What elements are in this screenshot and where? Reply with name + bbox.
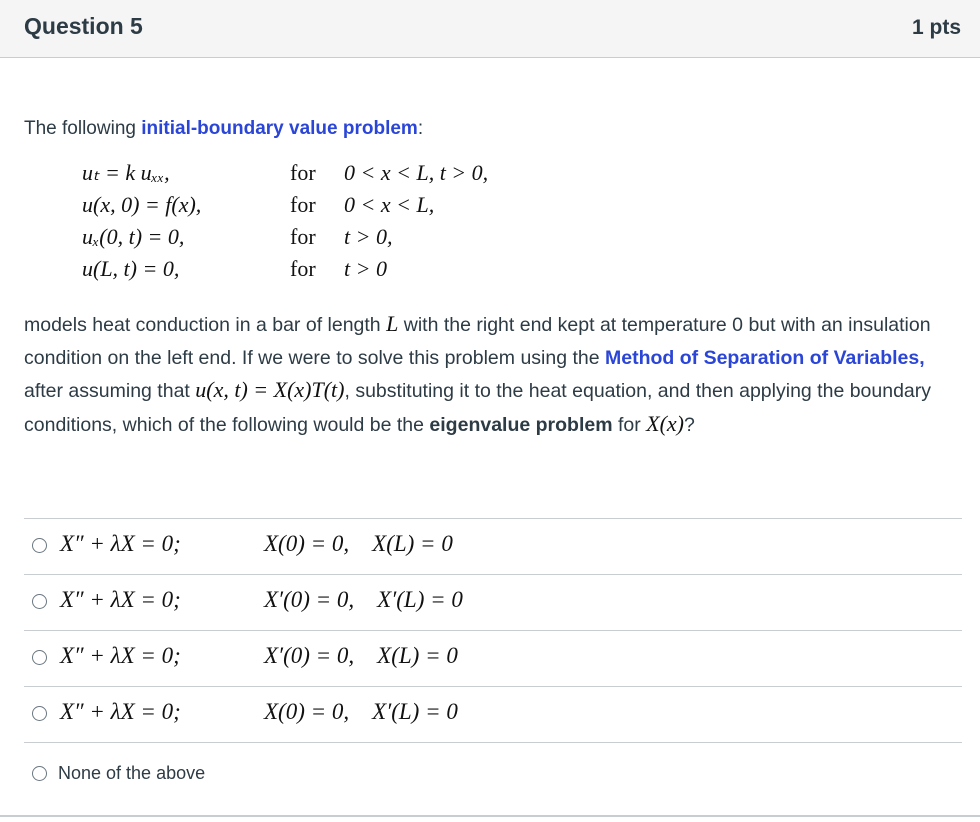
prompt-trail: : <box>417 118 424 139</box>
pde-for: for <box>290 256 316 281</box>
pde-equation: u(L, t) = 0, <box>82 256 180 281</box>
desc-text: for <box>612 413 647 436</box>
question-title: Question 5 <box>24 13 143 39</box>
radio-button[interactable] <box>32 706 47 721</box>
answer-equation: X″ + λX = 0; <box>60 587 181 612</box>
desc-text: ? <box>684 413 695 436</box>
desc-bold-eigenvalue: eigenvalue problem <box>429 413 613 436</box>
answer-option[interactable] <box>24 686 962 742</box>
answer-boundary-conditions: X′(0) = 0, X(L) = 0 <box>264 643 458 668</box>
answer-none-label: None of the above <box>58 763 206 783</box>
ibvp-link[interactable]: initial-boundary value problem <box>141 118 418 139</box>
answer-boundary-conditions: X′(0) = 0, X′(L) = 0 <box>264 587 463 612</box>
question-points: 1 pts <box>911 16 961 39</box>
desc-text: models heat conduction in a bar of length <box>24 314 387 336</box>
radio-button[interactable] <box>32 766 47 781</box>
question-prompt <box>24 118 423 140</box>
answer-option[interactable] <box>24 630 962 686</box>
pde-equation: u(x, 0) = f(x), <box>82 192 202 217</box>
bottom-divider <box>0 815 980 817</box>
pde-condition: t > 0 <box>344 256 387 281</box>
answer-equation: X″ + λX = 0; <box>60 699 181 724</box>
radio-button[interactable] <box>32 594 47 609</box>
pde-for: for <box>290 160 316 185</box>
answer-boundary-conditions: X(0) = 0, X′(L) = 0 <box>264 699 458 724</box>
pde-for: for <box>290 224 316 249</box>
pde-condition: 0 < x < L, t > 0, <box>344 160 489 185</box>
answer-option-none[interactable] <box>24 742 962 804</box>
question-description <box>24 308 956 441</box>
separation-of-variables-link[interactable]: Method of Separation of Variables, <box>605 346 925 369</box>
pde-condition: t > 0, <box>344 224 393 249</box>
pde-condition: 0 < x < L, <box>344 192 435 217</box>
answer-option[interactable] <box>24 574 962 630</box>
desc-math-target: X(x) <box>646 410 685 436</box>
radio-button[interactable] <box>32 650 47 665</box>
desc-text: , substituting it to the heat equation, and then applying the boundary conditions, which of the following would be the <box>24 380 932 436</box>
answer-list <box>24 518 962 804</box>
answer-equation: X″ + λX = 0; <box>60 531 181 556</box>
pde-equation: uₜ = k uₓₓ, <box>82 160 170 185</box>
answer-equation: X″ + λX = 0; <box>60 643 181 668</box>
pde-for: for <box>290 192 316 217</box>
question-header <box>0 0 980 58</box>
radio-button[interactable] <box>32 538 47 553</box>
answer-option[interactable] <box>24 518 962 574</box>
prompt-lead: The following <box>24 118 142 139</box>
desc-math-assumption: u(x, t) = X(x)T(t) <box>195 377 345 402</box>
desc-text: with the right end kept at temperature 0 but with an insulation condition on the left end. If we were to solve this problem using the <box>24 314 931 369</box>
desc-text: after assuming that <box>24 380 196 402</box>
pde-equation: uₓ(0, t) = 0, <box>82 224 185 249</box>
answer-boundary-conditions: X(0) = 0, X(L) = 0 <box>264 531 453 556</box>
desc-math-L: L <box>386 311 399 336</box>
